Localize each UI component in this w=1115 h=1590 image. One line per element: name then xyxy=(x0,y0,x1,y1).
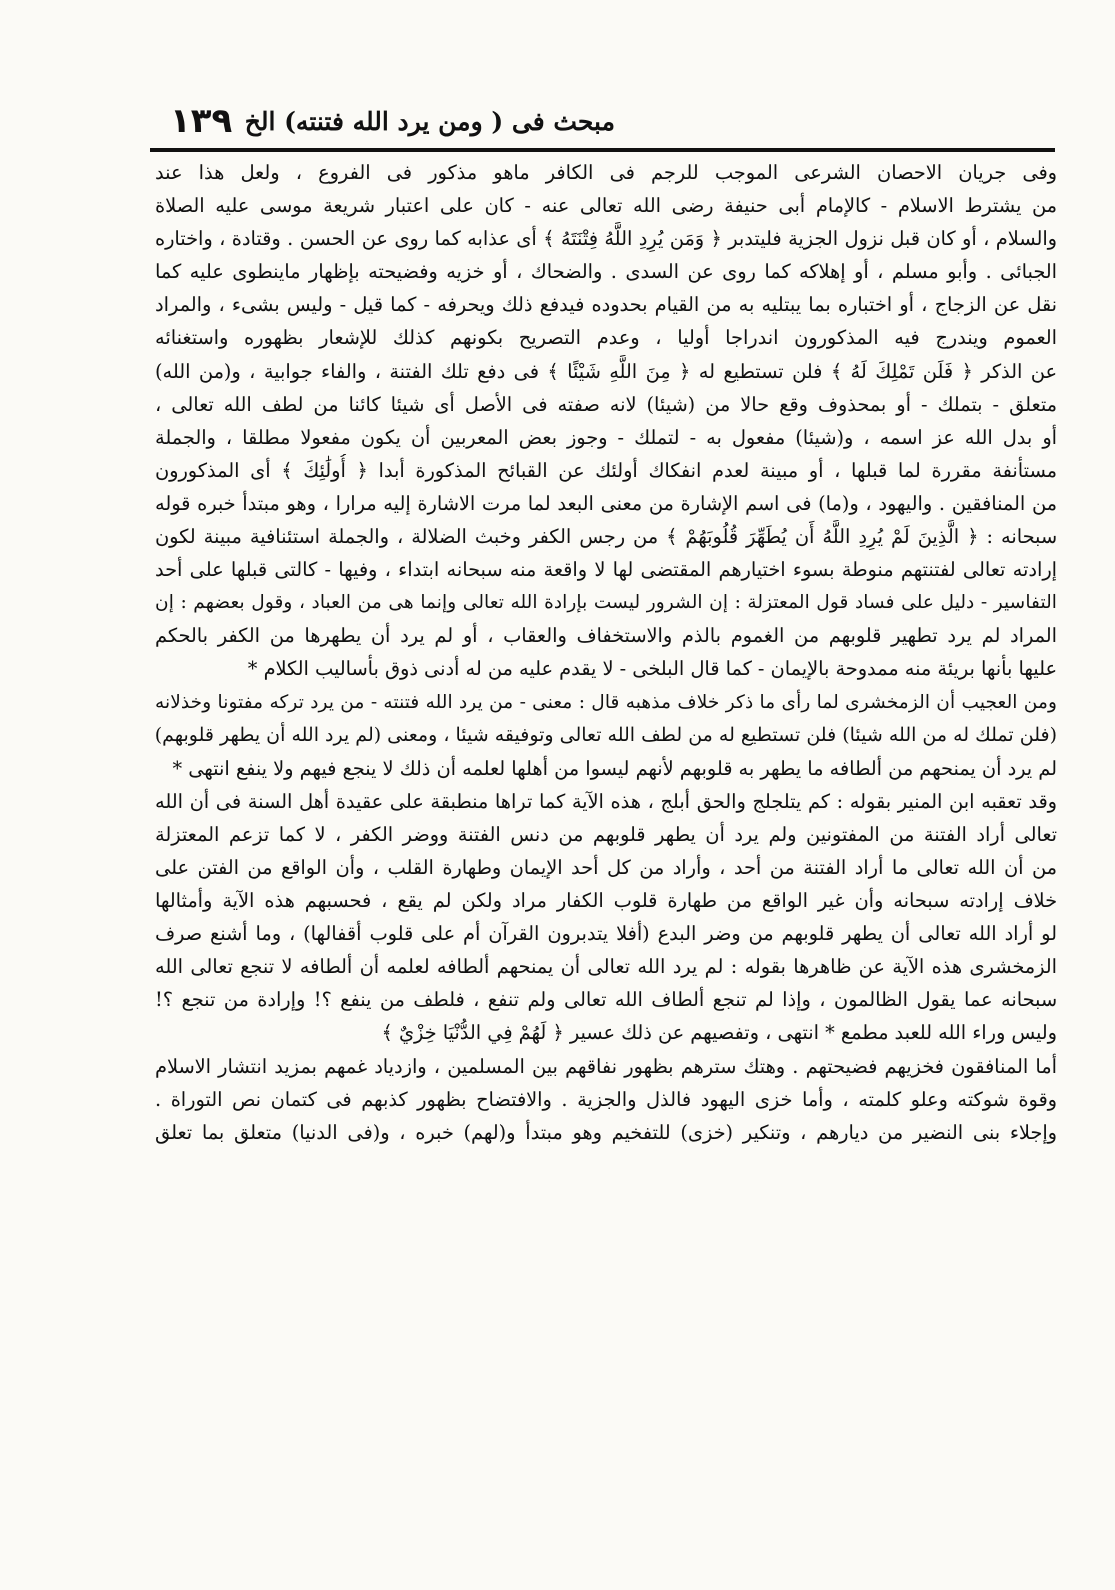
text-line: أما المنافقون فخزيهم فضيحتهم . وهتك سترهم بظهور نفاقهم بين المسلمين ، وازدياد غمهم بمزيد انتشار الاسلام xyxy=(155,1054,1057,1078)
text-line: العموم ويندرج فيه المذكورون اندراجا أوليا ، وعدم التصريح بكونهم كذلك للإشعار بظهوره واستغنائه xyxy=(155,326,1057,350)
text-line: متعلق - بتملك - أو بمحذوف وقع حالا من (شيئا) لانه صفته فى الأصل أى شيئا كائنا من لطف الله تعالى ، xyxy=(155,392,1057,416)
text-line: لو أراد الله تعالى أن يطهر قلوبهم من وضر البدع (أفلا يتدبرون القرآن أم على قلوب أقفالها) ، وما أشنع صرف xyxy=(155,922,1057,946)
text-line: من يشترط الاسلام - كالإمام أبى حنيفة رضى الله تعالى عنه - كان على اعتبار شريعة موسى عليه الصلاة xyxy=(155,194,1057,218)
text-line: من المنافقين . واليهود ، و(ما) فى اسم الإشارة من معنى البعد لما مرت الاشارة إليه مرارا ، وهو مبتدأ خبره قوله xyxy=(155,491,1057,515)
text-line: خلاف إرادته سبحانه وأن غير الواقع من طهارة قلوب الكفار مراد ولكن لم يقع ، فحسبهم هذه الآية وأمثالها xyxy=(155,889,1057,913)
text-line: لم يرد أن يمنحهم من ألطافه ما يطهر به قلوبهم لأنهم ليسوا من أهلها لعلمه أن ذلك لا ينجع فيهم ولا ينفع انتهى * xyxy=(172,756,1057,780)
body-text xyxy=(155,156,1057,1149)
text-line: وقد تعقبه ابن المنير بقوله : كم يتلجلج والحق أبلج ، هذه الآية كما تراها منطبقة على عقيدة أهل السنة فى أن الله xyxy=(155,789,1057,813)
text-line: وإجلاء بنى النضير من ديارهم ، وتنكير (خزى) للتفخيم وهو مبتدأ و(لهم) خبره ، و(فى الدنيا) متعلق بما تعلق xyxy=(155,1120,1057,1144)
text-line: عليها بأنها بريئة منه ممدوحة بالإيمان - كما قال البلخى - لا يقدم عليه من له أدنى ذوق بأساليب الكلام * xyxy=(247,657,1057,681)
text-line: سبحانه عما يقول الظالمون ، وإذا لم تنجع ألطاف الله تعالى ولم تنفع ، فلطف من ينفع ؟! وإرادة من تنجع ؟! xyxy=(155,988,1057,1012)
running-title: مبحث فى ( ومن يرد الله فتنته) الخ xyxy=(244,106,615,136)
text-line: عن الذكر ﴿ فَلَن تَمْلِكَ لَهُ ﴾ فلن تستطيع له ﴿ مِنَ اللَّهِ شَيْئًا ﴾ فى دفع تلك الفتنة ، والفاء جوابية ، و(من الله) xyxy=(155,359,1057,383)
page-number: ١٣٩ xyxy=(170,101,233,141)
text-line: مستأنفة مقررة لما قبلها ، أو مبينة لعدم انفكاك أولئك عن القبائح المذكورة أبدا ﴿ أُولَٰئِكَ ﴾ أى المذكورون xyxy=(155,458,1057,482)
text-line: الجبائى . وأبو مسلم ، أو إهلاكه كما روى عن السدى . والضحاك ، أو خزيه وفضيحته بإظهار ماينطوى عليه كما xyxy=(155,260,1057,284)
text-line: المراد لم يرد تطهير قلوبهم من الغموم بالذم والاستخفاف والعقاب ، أو لم يرد أن يطهرها من الكفر بالحكم xyxy=(155,624,1057,648)
text-line: إرادته تعالى لفتنتهم منوطة بسوء اختيارهم المقتضى لها لا واقعة منه سبحانه ابتداء ، وفيها - كالتى قبلها على أحد xyxy=(155,558,1057,582)
text-line: نقل عن الزجاج ، أو اختباره بما يبتليه به من القيام بحدوده فيدفع ذلك ويحرفه - كما قيل - وليس بشىء ، والمراد xyxy=(155,293,1057,317)
text-line: ومن العجيب أن الزمخشرى لما رأى ما ذكر خلاف مذهبه قال : معنى - من يرد الله فتنته - من يرد تركه مفتونا وخذلانه xyxy=(155,691,1057,713)
text-line: وقوة شوكته وعلو كلمته ، وأما خزى اليهود فالذل والجزية . والافتضاح بظهور كذبهم فى كتمان نص التوراة . xyxy=(155,1087,1057,1111)
text-line: والسلام ، أو كان قبل نزول الجزية فليتدبر ﴿ وَمَن يُرِدِ اللَّهُ فِتْنَتَهُ ﴾ أى عذابه كما روى عن الحسن . وقتادة ، واختاره xyxy=(155,227,1057,251)
text-line: وليس وراء الله للعبد مطمع * انتهى ، وتفصيهم عن ذلك عسير ﴿ لَهُمْ فِي الدُّنْيَا خِزْيٌ ﴾ xyxy=(381,1021,1057,1045)
text-line: سبحانه : ﴿ الَّذِينَ لَمْ يُرِدِ اللَّهُ أَن يُطَهِّرَ قُلُوبَهُمْ ﴾ من رجس الكفر وخبث الضلالة ، والجملة استئنافية مبينة لكون xyxy=(155,525,1057,549)
text-line: التفاسير - دليل على فساد قول المعتزلة : إن الشرور ليست بإرادة الله تعالى وإنما هى من العباد ، وقول بعضهم : إن xyxy=(155,592,1057,614)
text-line: تعالى أراد الفتنة من المفتونين ولم يرد أن يطهر قلوبهم من دنس الفتنة ووضر الكفر ، لا كما تزعم المعتزلة xyxy=(155,822,1057,846)
text-line: أو بدل الله عز اسمه ، و(شيئا) مفعول به - لتملك - وجوز بعض المعربين أن يكون مفعولا مطلقا ، والجملة xyxy=(155,425,1057,449)
text-line: الزمخشرى هذه الآية عن ظاهرها بقوله : لم يرد الله تعالى أن يمنحهم ألطافه لعلمه أن ألطافه لا تنجع تعالى الله xyxy=(155,955,1057,979)
text-line: وفى جريان الاحصان الشرعى الموجب للرجم فى الكافر ماهو مذكور فى الفروع ، ولعل هذا عند xyxy=(155,161,1057,184)
text-line: من أن الله تعالى ما أراد الفتنة من أحد ، وأراد من كل أحد الإيمان وطهارة القلب ، وأن الواقع من الفتن على xyxy=(155,855,1057,879)
header-rule xyxy=(150,148,1055,152)
text-line: (فلن تملك له من الله شيئا) فلن تستطيع له من لطف الله تعالى وتوفيقه شيئا ، ومعنى (لم يرد الله أن يطهر قلوبهم) xyxy=(155,723,1057,746)
page-header xyxy=(150,96,1055,146)
